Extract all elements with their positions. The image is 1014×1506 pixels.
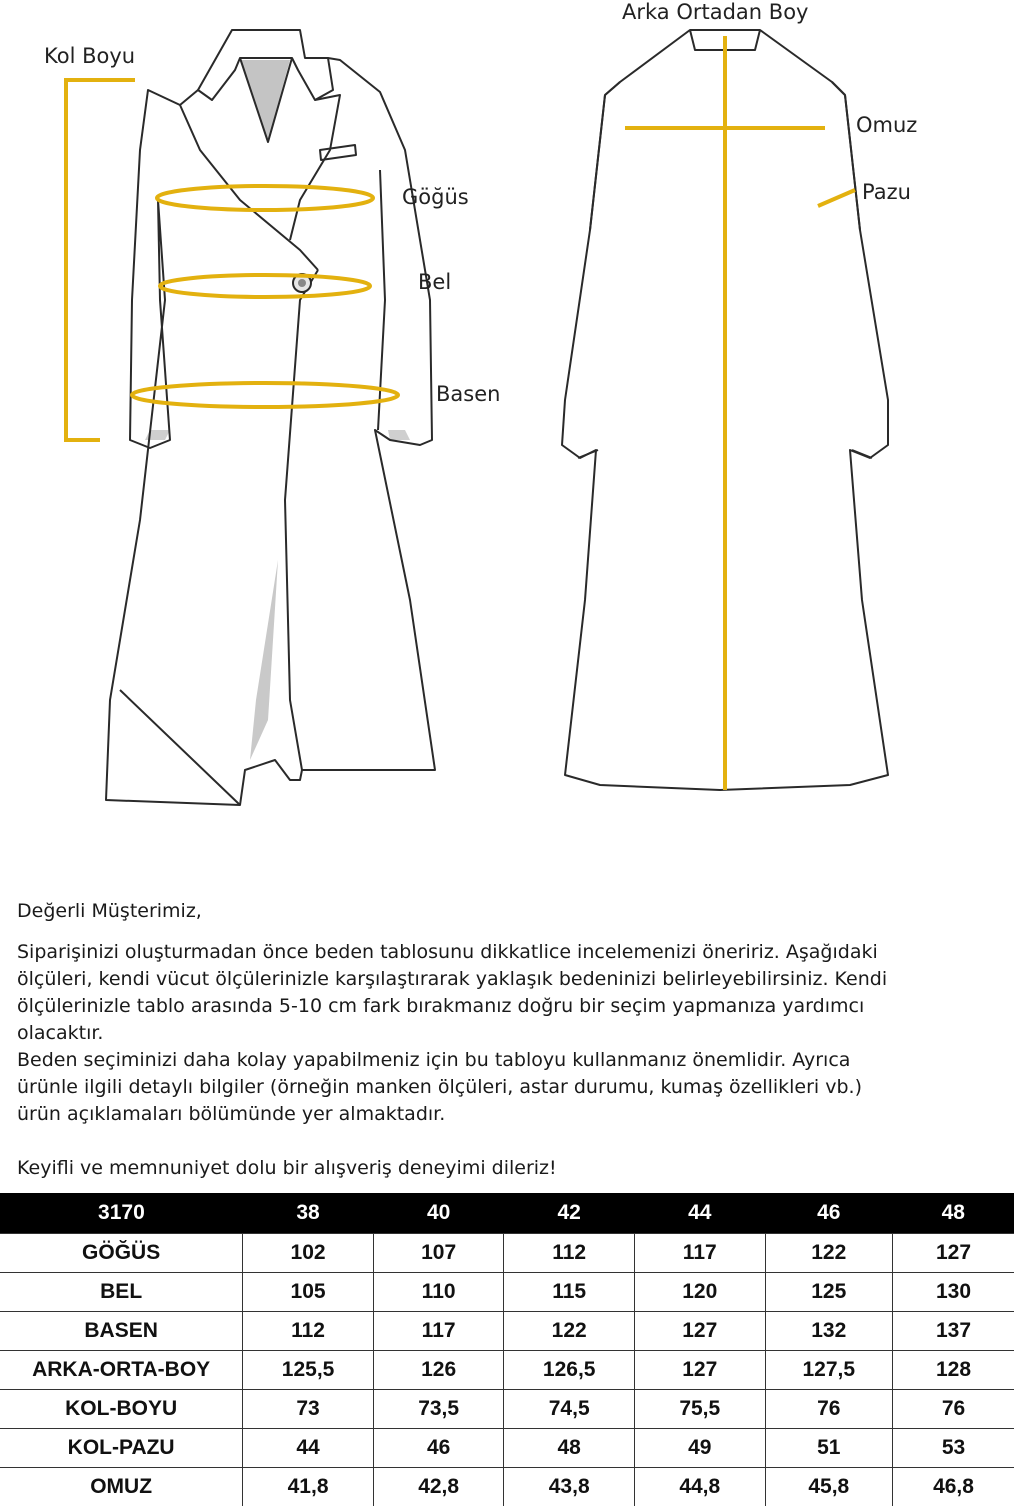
row-label: KOL-BOYU (0, 1390, 243, 1429)
table-cell: 53 (893, 1429, 1014, 1468)
table-cell: 43,8 (504, 1468, 635, 1506)
arka-ortadan-boy-label: Arka Ortadan Boy (622, 0, 808, 24)
size-header: 44 (634, 1193, 765, 1234)
table-cell: 76 (765, 1390, 893, 1429)
table-cell: 117 (634, 1234, 765, 1273)
model-code-header: 3170 (0, 1193, 243, 1234)
message-line: ölçülerinizle tablo arasında 5-10 cm fark bırakmanız doğru bir seçim yapmanıza yardımcı (17, 993, 997, 1020)
table-row (0, 1468, 1014, 1506)
table-cell: 115 (504, 1273, 635, 1312)
table-cell: 112 (243, 1312, 374, 1351)
table-cell: 128 (893, 1351, 1014, 1390)
table-cell: 102 (243, 1234, 374, 1273)
message-line: ürünle ilgili detaylı bilgiler (örneğin manken ölçüleri, astar durumu, kumaş özellikleri vb.) (17, 1074, 997, 1101)
table-cell: 46 (373, 1429, 504, 1468)
table-cell: 51 (765, 1429, 893, 1468)
table-cell: 110 (373, 1273, 504, 1312)
message-line: Siparişinizi oluşturmadan önce beden tablosunu dikkatlice incelemenizi öneririz. Aşağıdaki (17, 939, 997, 966)
row-label: KOL-PAZU (0, 1429, 243, 1468)
size-table (0, 1193, 1014, 1506)
basen-label: Basen (436, 382, 500, 406)
message-line: Beden seçiminizi daha kolay yapabilmeniz için bu tabloyu kullanmanız önemlidir. Ayrıca (17, 1047, 997, 1074)
size-header: 40 (373, 1193, 504, 1234)
greeting: Değerli Müşterimiz, (17, 898, 997, 925)
table-cell: 125,5 (243, 1351, 374, 1390)
message-line: olacaktır. (17, 1020, 997, 1047)
table-cell: 41,8 (243, 1468, 374, 1506)
message-line: ürün açıklamaları bölümünde yer almaktadır. (17, 1101, 997, 1128)
size-header: 38 (243, 1193, 374, 1234)
table-row (0, 1234, 1014, 1273)
gogus-label: Göğüs (402, 185, 469, 209)
size-table-header (0, 1193, 1014, 1234)
table-cell: 137 (893, 1312, 1014, 1351)
row-label: OMUZ (0, 1468, 243, 1506)
table-row (0, 1273, 1014, 1312)
table-cell: 44 (243, 1429, 374, 1468)
kol-boyu-label: Kol Boyu (44, 44, 135, 68)
table-row (0, 1390, 1014, 1429)
size-header: 42 (504, 1193, 635, 1234)
row-label: BASEN (0, 1312, 243, 1351)
row-label: GÖĞÜS (0, 1234, 243, 1273)
table-cell: 127 (634, 1351, 765, 1390)
coat-front-view (106, 30, 435, 805)
table-cell: 130 (893, 1273, 1014, 1312)
table-cell: 73,5 (373, 1390, 504, 1429)
customer-message (17, 898, 997, 1182)
table-cell: 120 (634, 1273, 765, 1312)
table-row (0, 1312, 1014, 1351)
table-cell: 105 (243, 1273, 374, 1312)
table-cell: 42,8 (373, 1468, 504, 1506)
table-cell: 127 (634, 1312, 765, 1351)
table-cell: 48 (504, 1429, 635, 1468)
row-label: BEL (0, 1273, 243, 1312)
pazu-label: Pazu (862, 180, 911, 204)
table-cell: 126,5 (504, 1351, 635, 1390)
front-measure-lines (66, 80, 398, 440)
size-header: 46 (765, 1193, 893, 1234)
table-cell: 76 (893, 1390, 1014, 1429)
table-cell: 73 (243, 1390, 374, 1429)
size-header: 48 (893, 1193, 1014, 1234)
table-cell: 46,8 (893, 1468, 1014, 1506)
table-cell: 49 (634, 1429, 765, 1468)
table-row (0, 1351, 1014, 1390)
back-measure-lines (625, 36, 855, 790)
omuz-label: Omuz (856, 113, 917, 137)
table-row (0, 1429, 1014, 1468)
table-cell: 132 (765, 1312, 893, 1351)
message-line: ölçüleri, kendi vücut ölçülerinizle karşılaştırarak yaklaşık bedeninizi belirleyebilirsiniz. Kendi (17, 966, 997, 993)
table-cell: 122 (765, 1234, 893, 1273)
table-cell: 107 (373, 1234, 504, 1273)
table-cell: 74,5 (504, 1390, 635, 1429)
table-cell: 126 (373, 1351, 504, 1390)
table-cell: 125 (765, 1273, 893, 1312)
table-cell: 127 (893, 1234, 1014, 1273)
table-cell: 122 (504, 1312, 635, 1351)
table-cell: 112 (504, 1234, 635, 1273)
table-cell: 127,5 (765, 1351, 893, 1390)
bel-label: Bel (418, 270, 451, 294)
row-label: ARKA-ORTA-BOY (0, 1351, 243, 1390)
table-cell: 117 (373, 1312, 504, 1351)
closing-line: Keyifli ve memnuniyet dolu bir alışveriş deneyimi dileriz! (17, 1155, 997, 1182)
table-cell: 75,5 (634, 1390, 765, 1429)
table-cell: 45,8 (765, 1468, 893, 1506)
table-cell: 44,8 (634, 1468, 765, 1506)
